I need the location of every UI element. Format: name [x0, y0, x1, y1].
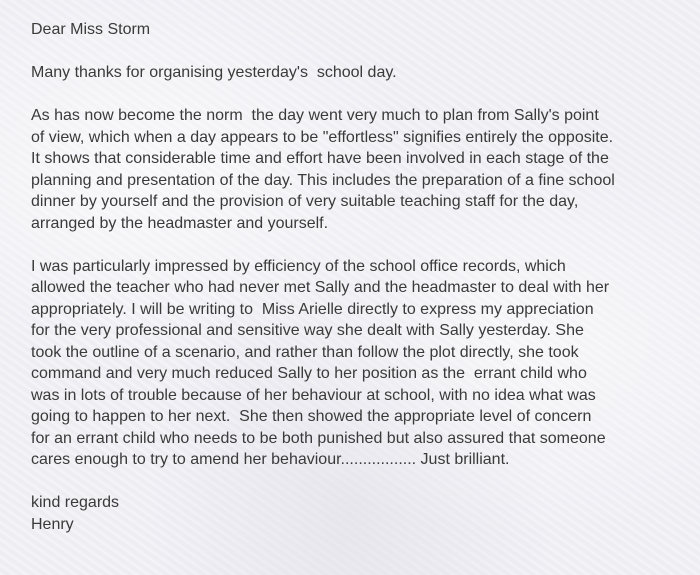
text-line: of view, which when a day appears to be "effortless" signifies entirely the opposite.	[31, 128, 614, 146]
text-line: I was particularly impressed by efficiency of the school office records, which	[31, 257, 566, 275]
text-line: allowed the teacher who had never met Sally and the headmaster to deal with her	[31, 279, 610, 296]
text-line: for the very professional and sensitive way she dealt with Sally yesterday. She	[31, 322, 584, 339]
paragraph-gap	[31, 234, 693, 256]
paragraph-gap	[31, 471, 693, 493]
salutation: Dear Miss Storm	[31, 21, 151, 38]
paragraph-gap	[31, 41, 693, 63]
text-line: was in lots of trouble because of her behaviour at school, with no idea what was	[31, 386, 596, 404]
text-line: for an errant child who needs to be both punished but also assured that someone	[31, 429, 606, 447]
paragraph-appreciation	[31, 256, 693, 471]
text-line: As has now become the norm the day went very much to plan from Sally's point	[31, 107, 599, 124]
paragraph-thanks: Many thanks for organising yesterday's school day.	[31, 64, 397, 81]
closing: kind regards	[31, 494, 120, 511]
text-line: cares enough to try to amend her behaviour................. Just brilliant.	[31, 451, 510, 468]
text-line: took the outline of a scenario, and rather than follow the plot directly, she took	[31, 343, 579, 361]
signature: Henry	[31, 515, 74, 533]
text-line: command and very much reduced Sally to her position as the errant child who	[31, 365, 587, 382]
text-line: It shows that considerable time and effort have been involved in each stage of the	[31, 150, 609, 167]
text-line: appropriately. I will be writing to Miss Arielle directly to express my appreciation	[31, 300, 594, 318]
paragraph-gap	[31, 84, 693, 106]
text-line: dinner by yourself and the provision of very suitable teaching staff for the day,	[31, 193, 579, 210]
paragraph-planning	[31, 105, 693, 234]
text-line: planning and presentation of the day. This includes the preparation of a fine school	[31, 171, 615, 189]
text-line: arranged by the headmaster and yourself.	[31, 214, 329, 232]
text-line: going to happen to her next. She then showed the appropriate level of concern	[31, 408, 592, 425]
letter-body	[31, 19, 693, 535]
